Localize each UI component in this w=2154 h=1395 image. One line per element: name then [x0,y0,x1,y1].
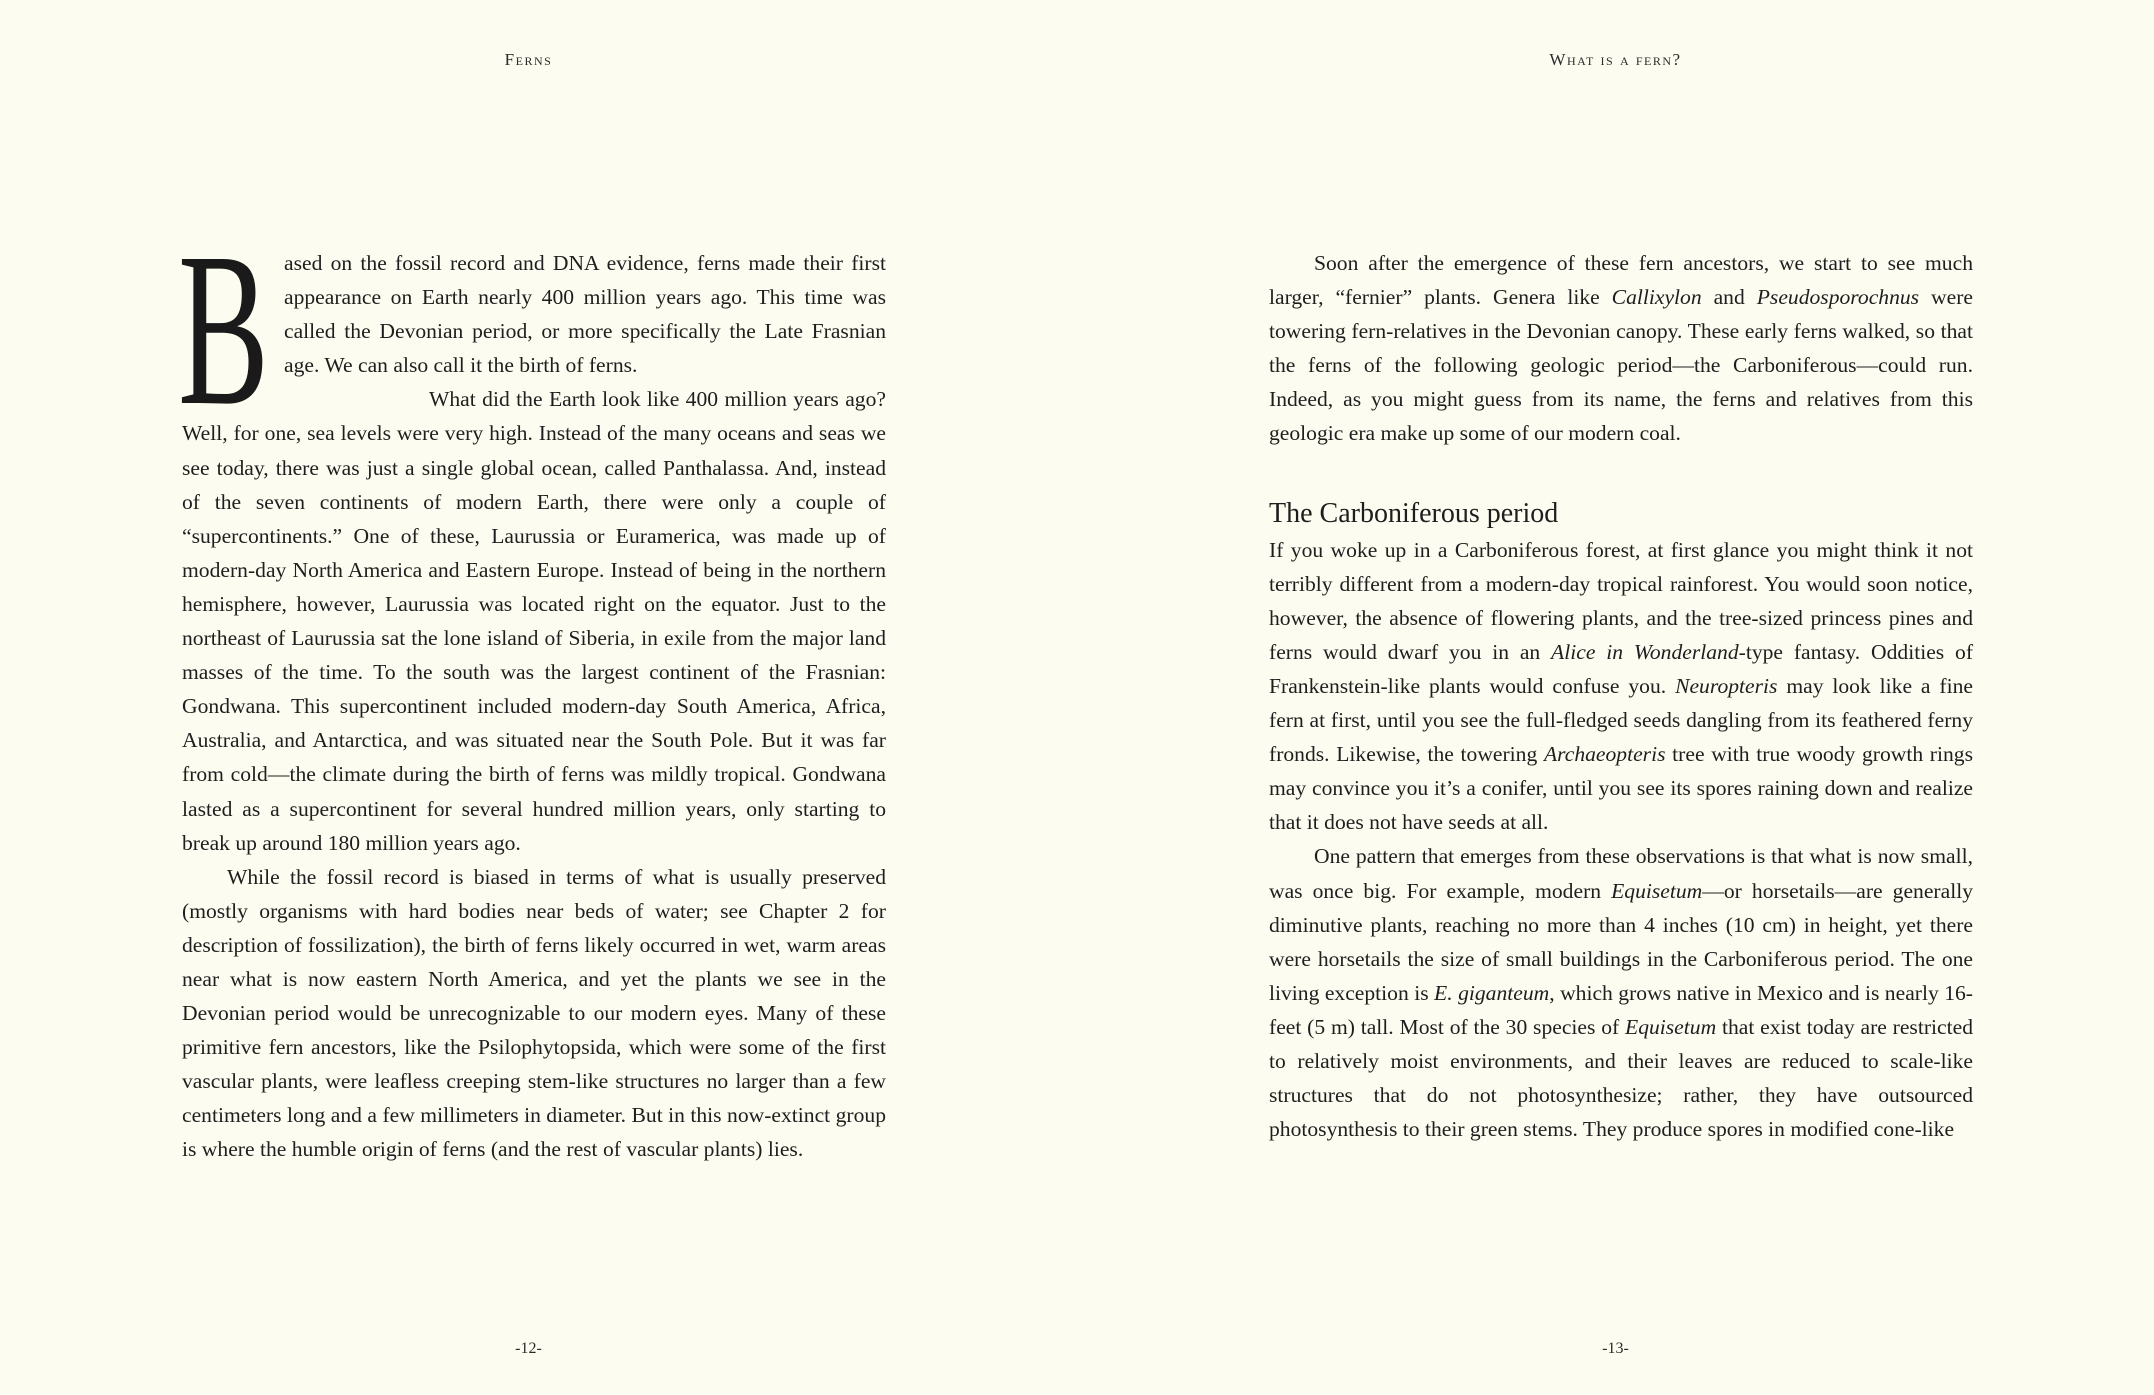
page-number-left: -12- [515,1340,542,1357]
right-page [1077,0,2154,1395]
text-run: and [1701,285,1757,310]
section-heading: The Carboniferous period [1269,497,1559,529]
genus-name: Pseudosporochnus [1756,285,1920,310]
text-run: If you woke up in a Carboniferous forest, at first glance you might think it not terribly different from a modern-day tropical rainforest. You would soon notice, however, the absence of flowering plants, and the tree-sized princess pines and ferns would dwarf you in an [1269,537,1973,664]
genus-name: Neuropteris [1675,673,1778,698]
left-text-block [178,207,886,1167]
paragraph-3: While the fossil record is biased in terms of what is usually preserved (mostly organisms with hard bodies near beds of water; see Chapter 2 for description of fossilization), the birth of ferns likely occurred in wet, warm areas near what is now eastern North America, and yet the plants we see in the Devonian period would be unrecognizable to our modern eyes. Many of these primitive fern ancestors, like the Psilophytopsida, which were some of the first vascular plants, were leafless creeping stem-like structures no larger than a few centimeters long and a few millimeters in diameter. But in this now-extinct group is where the humble origin of ferns (and the rest of vascular plants) lies. [182,864,886,1162]
paragraph-1-text: ased on the fossil record and DNA evidence, ferns made their first appearance on Earth nearly 400 million years ago. This time was called the Devonian period, or more specifically the Late Frasnian age. We can also call it the birth of ferns. [284,251,886,378]
running-head-left: Ferns [504,50,553,69]
genus-name: Archaeopteris [1543,742,1666,767]
book-title: Alice in Wonderland [1551,639,1739,664]
text-run: tree with true woody growth rings may convince you it’s a conifer, until you see its spores raining down and realize that it does not have seeds at all. [1269,742,1973,835]
text-run: may look like a fine fern at first, until you see the full-fledged seeds dangling from its feathered ferny fronds. Likewise, the towering [1269,673,1973,767]
genus-name: Callixylon [1611,285,1702,310]
text-run: were towering fern-relatives in the Devonian canopy. These early ferns walked, so that the ferns of the following geologic period—the Carboniferous—could run. Indeed, as you might guess from its name, the ferns and relatives from this geologic era make up some of our modern coal. [1269,285,1973,446]
drop-cap: B [178,207,269,451]
text-run: —or horsetails—are generally diminutive plants, reaching no more than 4 inches (10 cm) in height, yet there were horsetails the size of small buildings in the Carboniferous period. The one living exception is [1269,878,1973,1005]
text-run: that exist today are restricted to relatively moist environments, and their leaves are reduced to scale-like structures that do not photosynthesize; rather, they have outsourced photosynthesis to their green stems. They produce spores in modified cone-like [1269,1014,1973,1142]
right-text-block [1269,246,1973,1146]
text-run: Soon after the emergence of these fern ancestors, we start to see much larger, “fernier” plants. Genera like [1269,251,1973,310]
paragraph-r1 [1269,246,1973,451]
paragraph-1 [178,207,886,451]
genus-name: Equisetum [1625,1014,1717,1039]
paragraph-2: What did the Earth look like 400 million years ago? Well, for one, sea levels were very high. Instead of the many oceans and seas we see today, there was just a single global ocean, called Panthalassa. And, instead of the seven continents of modern Earth, there were only a couple of “supercontinents.” One of these, Laurussia or Euramerica, was made up of modern-day North America and Eastern Europe. Instead of being in the northern hemisphere, however, Laurussia was located right on the equator. Just to the northeast of Laurussia sat the lone island of Siberia, in exile from the major land masses of the time. To the south was the largest continent of the Frasnian: Gondwana. This supercontinent included modern-day South America, Africa, Australia, and Antarctica, and was situated near the South Pole. But it was far from cold—the climate during the birth of ferns was mildly tropical. Gondwana lasted as a supercontinent for several hundred million years, only starting to break up around 180 million years ago. [182,387,886,855]
genus-name: Equisetum [1611,878,1703,903]
text-run: , which grows native in Mexico and is nearly 16-feet (5 m) tall. Most of the 30 species of [1269,980,1973,1039]
page-number-right: -13- [1602,1340,1629,1357]
text-run: One pattern that emerges from these observations is that what is now small, was once big. For example, modern [1269,844,1973,903]
text-run: -type fantasy. Oddities of Frankenstein-like plants would confuse you. [1269,639,1974,698]
species-name: E. giganteum [1434,980,1550,1005]
paragraph-r2 [1269,533,1973,840]
paragraph-r3 [1269,839,1973,1146]
running-head-right: What is a fern? [1549,50,1682,69]
